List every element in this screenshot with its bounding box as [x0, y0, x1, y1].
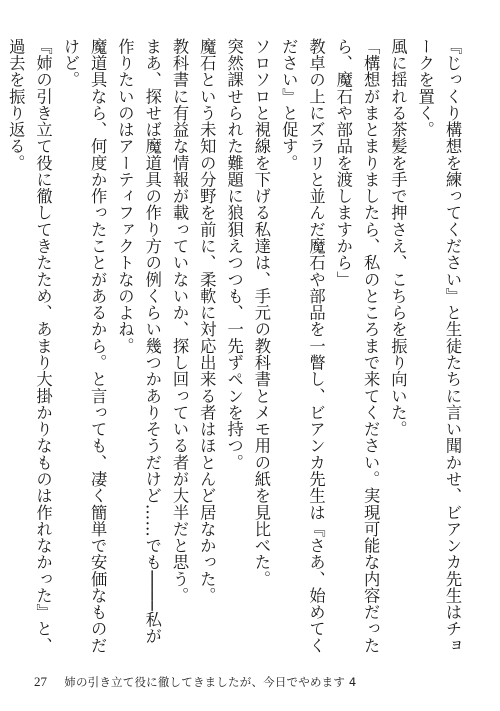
page-number: 27 [34, 674, 47, 689]
paragraph: 教卓の上にズラリと並んだ魔石や部品を一瞥し、ビアンカ先生は『さあ、始めてください』と促す。 [279, 38, 326, 654]
body-text [6, 38, 466, 660]
paragraph: 突然課せられた難題に狼狽えつつも、一先ずペンを持つ。 [224, 38, 244, 471]
paragraph: 風に揺れる茶髪を手で押さえ、こちらを振り向いた。 [388, 38, 408, 438]
paragraph: 『姉の引き立て役に徹してきたため、あまり大掛かりなものは作れなかった』と、過去を振り返る。 [6, 38, 53, 654]
paragraph: 「構想がまとまりましたら、私のところまで来てください。実現可能な内容だったら、魔石や部品を渡しますから」 [333, 38, 381, 654]
paragraph: 魔石という未知の分野を前に、柔軟に対応出来る者はほとんど居なかった。 [197, 38, 217, 604]
paragraph: 教科書に有益な情報が載っていないか、探し回っている者が大半だと思う。 [170, 38, 190, 604]
paragraph: 『じっくり構想を練ってください』と生徒たちに言い聞かせ、ビアンカ先生はチョークを置く。 [415, 38, 462, 654]
paragraph: 魔道具なら、何度か作ったことがあるから。と言っても、凄く簡単で安価なものだけど。 [60, 38, 108, 654]
paragraph: ソロソロと視線を下げる私達は、手元の教科書とメモ用の紙を見比べた。 [251, 38, 271, 588]
paragraph [0, 38, 2, 660]
paragraph: まあ、探せば魔道具の作り方の例くらい幾つかありそうだけど……でも────私が作りたいのはアーティファクトなのよね。 [115, 38, 162, 645]
page-footer [34, 674, 356, 690]
running-title: 姉の引き立て役に徹してきましたが、今日でやめます 4 [64, 675, 357, 689]
